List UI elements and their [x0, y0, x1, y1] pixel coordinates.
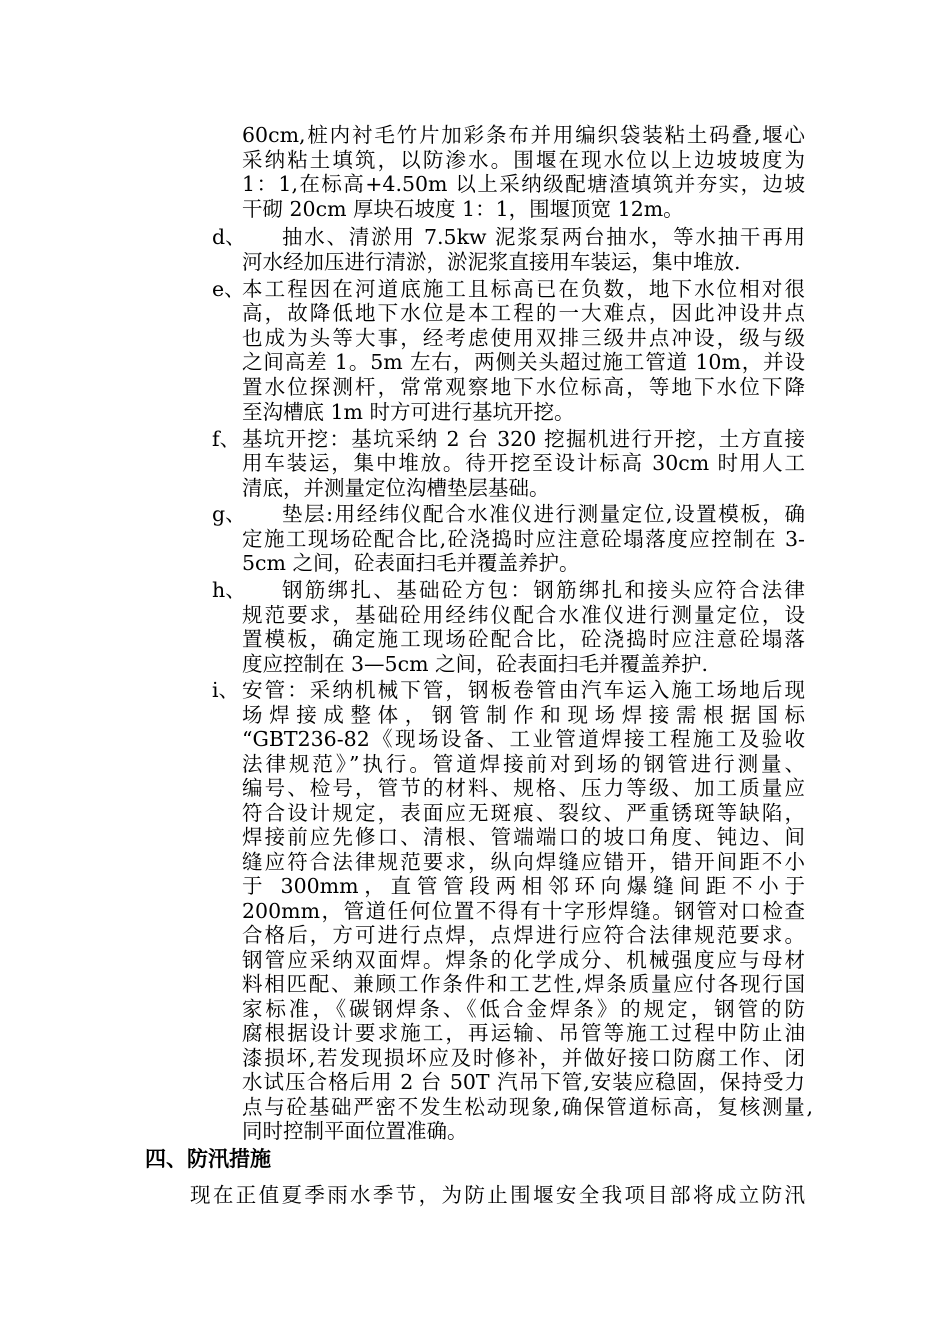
list-marker: g、	[212, 502, 246, 526]
text-line: 钢筋绑扎、基础砼方包：钢筋绑扎和接头应符合法律	[282, 578, 805, 602]
text-line: 定施工现场砼配合比,砼浇捣时应注意砼塌落度应控制在 3-	[242, 527, 805, 551]
list-marker: d、	[212, 225, 246, 249]
text-line: “GBT236-82《现场设备、工业管道焊接工程施工及验收	[242, 727, 805, 751]
text-line: 置水位探测杆，常常观察地下水位标高，等地下水位下降	[242, 375, 805, 399]
text-line: 采纳粘土填筑，以防渗水。围堰在现水位以上边坡坡度为	[242, 148, 805, 172]
text-line: 家标准，《碳钢焊条、《低合金焊条》的规定，钢管的防	[242, 997, 805, 1021]
text-line: 法律规范》”执行。管道焊接前对到场的钢管进行测量、	[242, 752, 805, 776]
text-line: 河水经加压进行清淤，淤泥浆直接用车装运，集中堆放.	[242, 250, 741, 274]
text-line: 漆损坏,若发现损坏应及时修补，并做好接口防腐工作、闭	[242, 1046, 805, 1070]
text-line: 场焊接成整体，钢管制作和现场焊接需根据国标	[242, 703, 805, 727]
text-line: 1：1,在标高+4.50m 以上采纳级配塘渣填筑并夯实，边坡	[242, 172, 805, 196]
list-marker: i、	[212, 678, 240, 702]
text-line: 200mm，管道任何位置不得有十字形焊缝。钢管对口检查	[242, 899, 805, 923]
text-line: 之间高差 1。5m 左右，两侧关头超过施工管道 10m，并设	[242, 350, 805, 374]
text-line: 料相匹配、兼顾工作条件和工艺性,焊条质量应付各现行国	[242, 972, 805, 996]
text-line: 垫层:用经纬仪配合水准仪进行测量定位,设置模板，确	[282, 502, 805, 526]
text-line: 点与砼基础严密不发生松动现象,确保管道标高，复核测量,	[242, 1095, 813, 1119]
text-line: 抽水、清淤用 7.5kw 泥浆泵两台抽水，等水抽干再用	[282, 225, 805, 249]
text-line: 规范要求，基础砼用经纬仪配合水准仪进行测量定位，设	[242, 603, 805, 627]
paragraph-line: 现在正值夏季雨水季节，为防止围堰安全我项目部将成立防汛	[190, 1183, 805, 1207]
text-line: 也成为头等大事，经考虑使用双排三级井点冲设，级与级	[242, 326, 805, 350]
text-line: 符合设计规定，表面应无斑痕、裂纹、严重锈斑等缺陷，	[242, 801, 805, 825]
text-line: 于 300mm，直管管段两相邻环向爆缝间距不小于	[242, 874, 805, 898]
list-marker: f、	[212, 427, 241, 451]
list-marker: h、	[212, 578, 246, 602]
text-line: 钢管应采纳双面焊。焊条的化学成分、机械强度应与母材	[242, 948, 805, 972]
text-line: 安管：采纳机械下管，钢板卷管由汽车运入施工场地后现	[242, 678, 805, 702]
text-line: 置模板，确定施工现场砼配合比，砼浇捣时应注意砼塌落	[242, 627, 805, 651]
text-line: 60cm,桩内衬毛竹片加彩条布并用编织袋装粘土码叠,堰心	[242, 123, 805, 147]
text-line: 腐根据设计要求施工，再运输、吊管等施工过程中防止油	[242, 1021, 805, 1045]
text-line: 水试压合格后用 2 台 50T 汽吊下管,安装应稳固，保持受力	[242, 1070, 805, 1094]
text-line: 基坑开挖：基坑采纳 2 台 320 挖掘机进行开挖，土方直接	[242, 427, 805, 451]
text-line: 缝应符合法律规范要求，纵向焊缝应错开，错开间距不小	[242, 850, 805, 874]
text-line: 焊接前应先修口、清根、管端端口的坡口角度、钝边、间	[242, 825, 805, 849]
text-line: 5cm 之间，砼表面扫毛并覆盖养护。	[242, 551, 580, 575]
text-line: 度应控制在 3—5cm 之间，砼表面扫毛并覆盖养护.	[242, 652, 709, 676]
section-heading: 四、防汛措施	[145, 1147, 271, 1171]
text-line: 清底，并测量定位沟槽垫层基础。	[242, 476, 550, 500]
list-marker: e、	[212, 277, 245, 301]
text-line: 至沟槽底 1m 时方可进行基坑开挖。	[242, 400, 575, 424]
text-line: 本工程因在河道底施工且标高已在负数，地下水位相对很	[242, 277, 805, 301]
text-line: 用车装运，集中堆放。待开挖至设计标高 30cm 时用人工	[242, 451, 805, 475]
text-line: 编号、检号，管节的材料、规格、压力等级、加工质量应	[242, 776, 805, 800]
text-line: 同时控制平面位置准确。	[242, 1119, 468, 1143]
text-line: 干砌 20cm 厚块石坡度 1：1，围堰顶宽 12m。	[242, 197, 684, 221]
text-line: 合格后，方可进行点焊，点焊进行应符合法律规范要求。	[242, 923, 805, 947]
text-line: 高，故降低地下水位是本工程的一大难点，因此冲设井点	[242, 301, 805, 325]
